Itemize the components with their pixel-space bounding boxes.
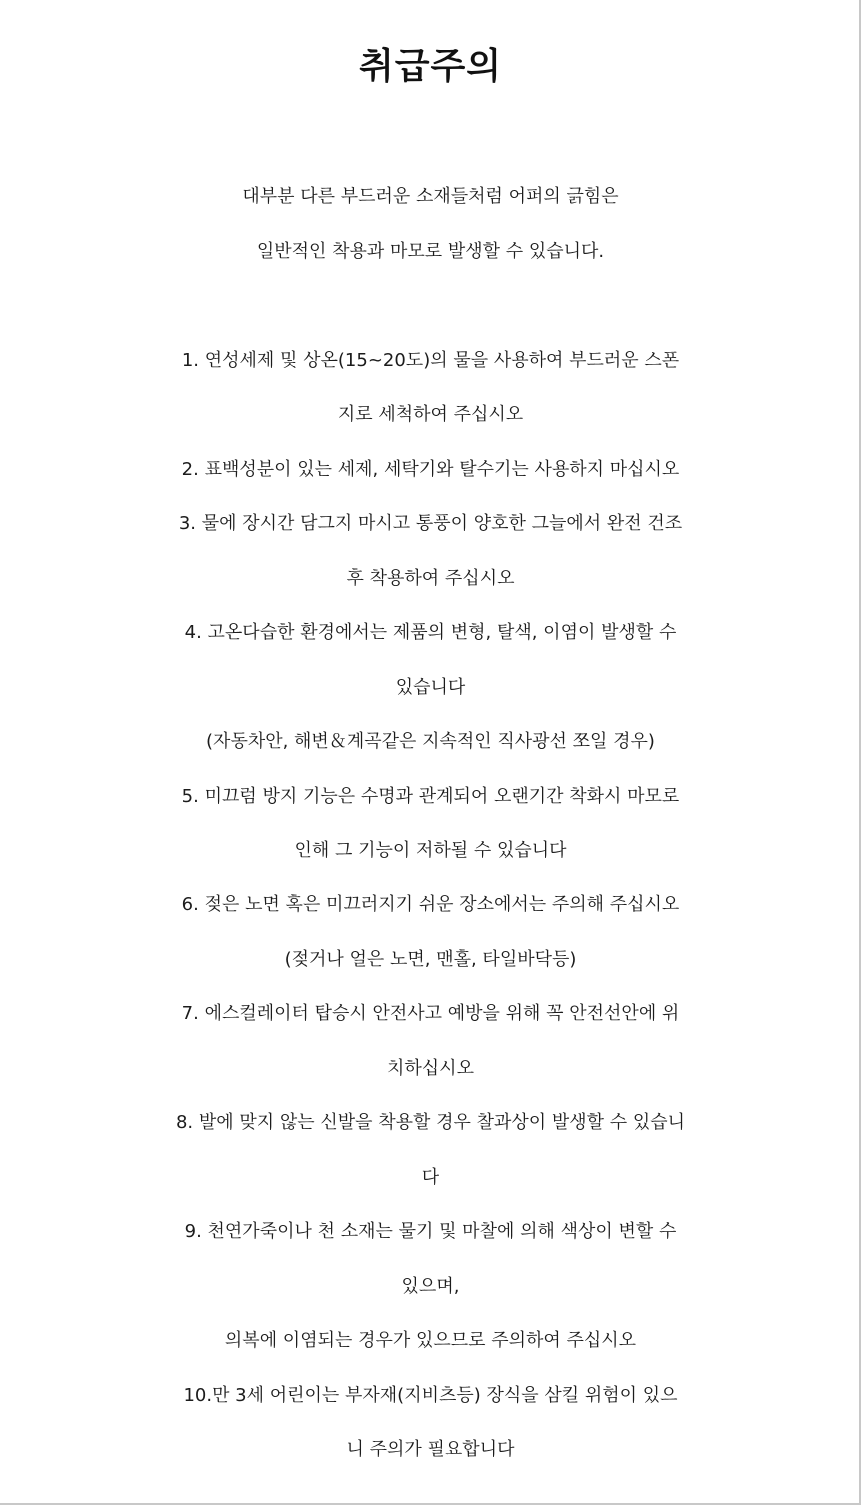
- intro-line: 일반적인 착용과 마모로 발생할 수 있습니다.: [256, 241, 605, 262]
- instruction-line: 7. 에스컬레이터 탑승시 안전사고 예방을 위해 꼭 안전선안에 위: [181, 1003, 680, 1024]
- instruction-line: 9. 천연가죽이나 천 소재는 물기 및 마찰에 의해 색상이 변할 수: [184, 1221, 677, 1242]
- instruction-line: 의복에 이염되는 경우가 있으므로 주의하여 주십시오: [224, 1330, 637, 1351]
- instruction-line: 지로 세척하여 주십시오: [337, 404, 524, 425]
- instruction-line: 3. 물에 장시간 담그지 마시고 통풍이 양호한 그늘에서 완전 건조: [178, 513, 683, 534]
- instruction-line: 4. 고온다습한 환경에서는 제품의 변형, 탈색, 이염이 발생할 수: [184, 622, 677, 643]
- instruction-line: 있으며,: [401, 1276, 460, 1297]
- instruction-line: 니 주의가 필요합니다: [346, 1439, 515, 1460]
- instruction-line: (젖거나 얼은 노면, 맨홀, 타일바닥등): [284, 949, 577, 970]
- instruction-line: 10.만 3세 어린이는 부자재(지비츠등) 장식을 삼킬 위험이 있으: [183, 1385, 678, 1406]
- page-title: 취급주의: [358, 46, 503, 87]
- instruction-line: 후 착용하여 주십시오: [346, 568, 515, 589]
- instruction-line: 8. 발에 맞지 않는 신발을 착용할 경우 찰과상이 발생할 수 있습니: [175, 1112, 686, 1133]
- instruction-line: 1. 연성세제 및 상온(15~20도)의 물을 사용하여 부드러운 스폰: [181, 350, 680, 371]
- instruction-line: 다: [421, 1167, 440, 1188]
- instruction-line: 5. 미끄럼 방지 기능은 수명과 관계되어 오랜기간 착화시 마모로: [181, 786, 680, 807]
- instruction-line: 있습니다: [395, 677, 466, 698]
- instruction-line: (자동차안, 해변＆계곡같은 지속적인 직사광선 쪼일 경우): [206, 731, 655, 752]
- intro-line: 대부분 다른 부드러운 소재들처럼 어퍼의 긁힘은: [242, 186, 619, 207]
- instruction-line: 인해 그 기능이 저하될 수 있습니다: [294, 840, 567, 861]
- instruction-line: 치하십시오: [387, 1058, 474, 1079]
- instruction-line: 2. 표백성분이 있는 세제, 세탁기와 탈수기는 사용하지 마십시오: [181, 459, 680, 480]
- instruction-line: 6. 젖은 노면 혹은 미끄러지기 쉬운 장소에서는 주의해 주십시오: [181, 894, 680, 915]
